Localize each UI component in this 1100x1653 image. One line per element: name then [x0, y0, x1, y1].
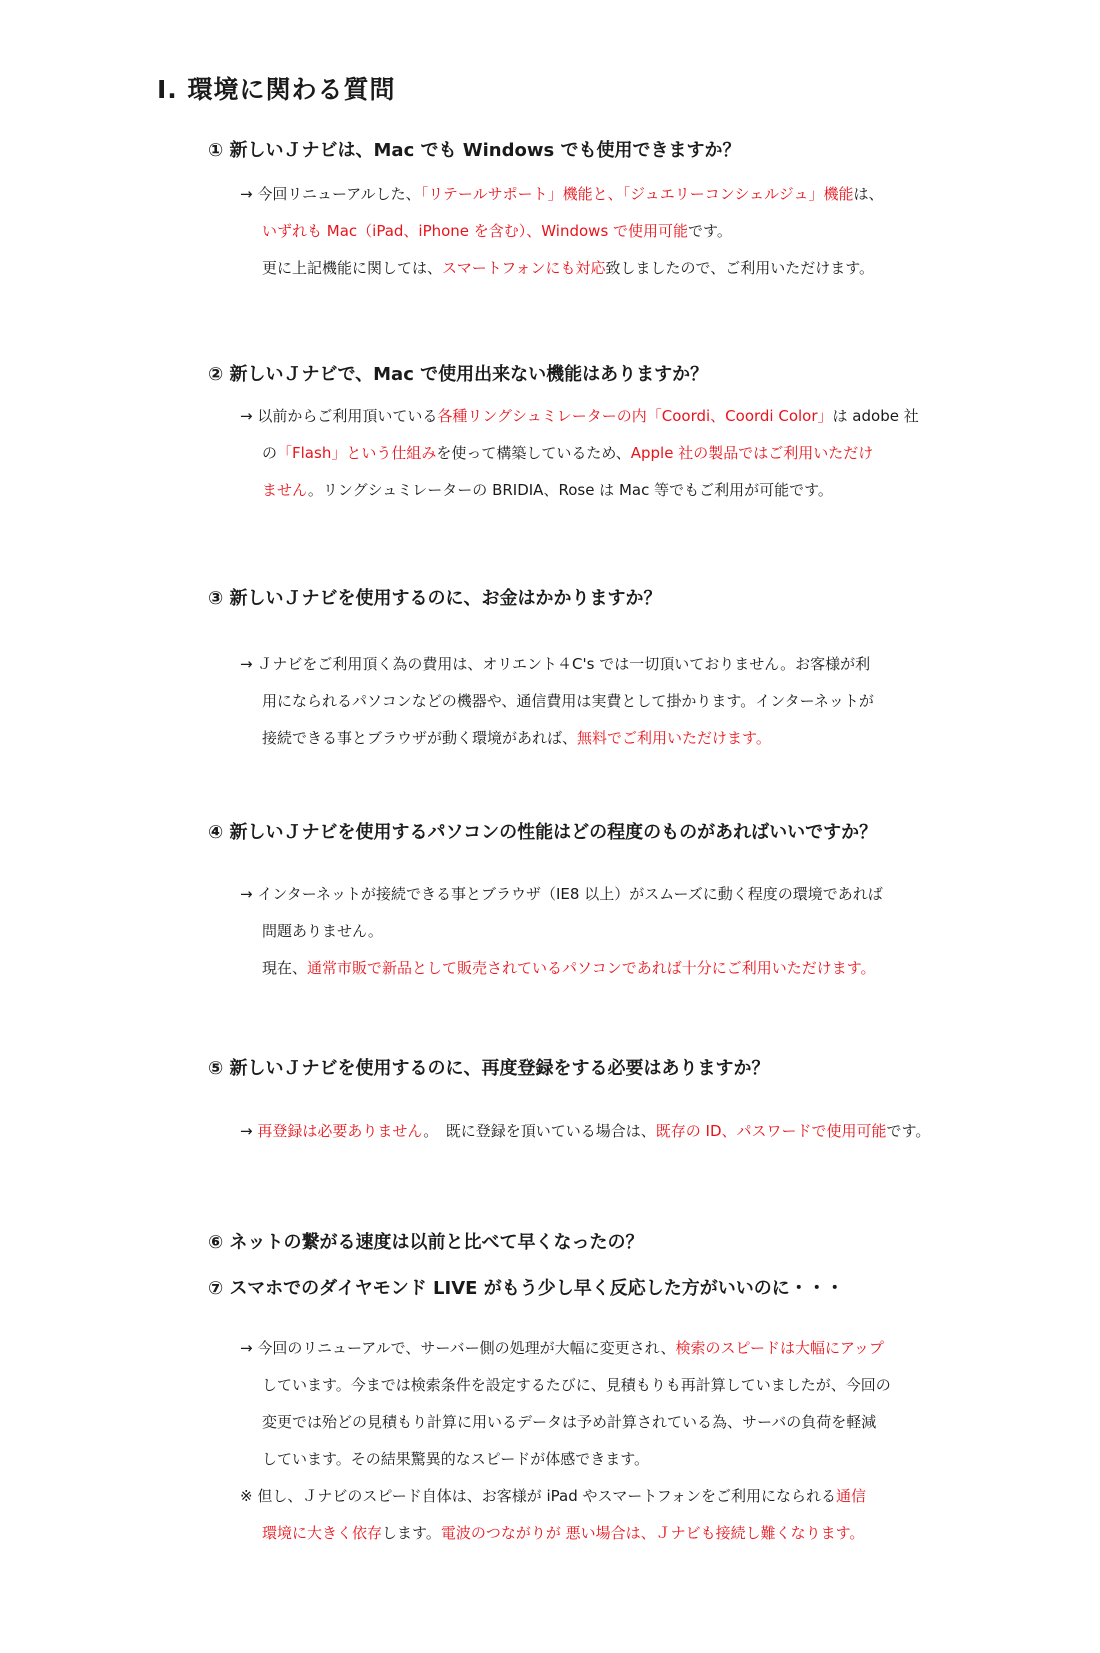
answer-7-line-4: しています。その結果驚異的なスピードが体感できます。: [262, 1450, 650, 1468]
answer-7-line-2: しています。今までは検索条件を設定するたびに、見積もりも再計算していましたが、今回の: [262, 1376, 891, 1394]
answer-3: [240, 646, 960, 757]
answer-2-line-3: ません。リングシュミレーターの BRIDIA、Rose は Mac 等でもご利用が可能です。: [262, 481, 833, 499]
question-7: ⑦ スマホでのダイヤモンド LIVE がもう少し早く反応した方がいいのに・・・: [208, 1278, 844, 1299]
answer-7-note-line-1: ※ 但し、Ｊナビのスピード自体は、お客様が iPad やスマートフォンをご利用になられる通信: [240, 1487, 867, 1505]
question-3: ③ 新しいＪナビを使用するのに、お金はかかりますか？: [208, 588, 662, 609]
answer-2: [240, 398, 960, 509]
answer-7-note-line-2: 環境に大きく依存します。電波のつながりが 悪い場合は、Ｊナビも接続し難くなります。: [262, 1524, 865, 1542]
answer-3-line-1: → Ｊナビをご利用頂く為の費用は、オリエント４C's では一切頂いておりません。お客様が利: [240, 655, 871, 673]
answer-4-line-3: 現在、通常市販で新品として販売されているパソコンであれば十分にご利用いただけます。: [262, 959, 876, 977]
answer-4-line-1: → インターネットが接続できる事とブラウザ（IE8 以上）がスムーズに動く程度の環境であれば: [240, 885, 883, 903]
answer-3-line-2: 用になられるパソコンなどの機器や、通信費用は実費として掛かります。インターネットが: [262, 692, 874, 710]
answer-3-line-3: 接続できる事とブラウザが動く環境があれば、無料でご利用いただけます。: [262, 729, 771, 747]
answer-2-line-2: の「Flash」という仕組みを使って構築しているため、Apple 社の製品ではご利用いただけ: [262, 444, 874, 462]
answer-5-line-1: → 再登録は必要ありません。 既に登録を頂いている場合は、既存の ID、パスワードで使用可能です。: [240, 1122, 931, 1140]
answer-2-line-1: → 以前からご利用頂いている各種リングシュミレーターの内「Coordi、Coordi Color」は adobe 社: [240, 407, 919, 425]
question-1: ① 新しいＪナビは、Mac でも Windows でも使用できますか？: [208, 140, 741, 161]
answer-1: [240, 176, 960, 287]
answer-1-line-1: → 今回リニューアルした、「リテールサポート」機能と、「ジュエリーコンシェルジュ」機能は、: [240, 185, 884, 203]
answer-4: [240, 876, 960, 987]
section-title: Ⅰ. 環境に関わる質問: [157, 75, 396, 104]
answer-7-line-1: → 今回のリニューアルで、サーバー側の処理が大幅に変更され、検索のスピードは大幅にアップ: [240, 1339, 884, 1357]
question-4: ④ 新しいＪナビを使用するパソコンの性能はどの程度のものがあればいいですか？: [208, 822, 878, 843]
answer-5: [240, 1113, 960, 1150]
question-2: ② 新しいＪナビで、Mac で使用出来ない機能はありますか？: [208, 364, 709, 385]
answer-7: [240, 1330, 960, 1552]
question-5: ⑤ 新しいＪナビを使用するのに、再度登録をする必要はありますか？: [208, 1058, 770, 1079]
answer-1-line-2: いずれも Mac（iPad、iPhone を含む）、Windows で使用可能です。: [262, 222, 732, 240]
answer-4-line-2: 問題ありません。: [262, 922, 383, 940]
question-6: ⑥ ネットの繋がる速度は以前と比べて早くなったの？: [208, 1232, 644, 1253]
answer-7-line-3: 変更では殆どの見積もり計算に用いるデータは予め計算されている為、サーバの負荷を軽減: [262, 1413, 877, 1431]
answer-1-line-3: 更に上記機能に関しては、スマートフォンにも対応致しましたので、ご利用いただけます。: [262, 259, 875, 277]
